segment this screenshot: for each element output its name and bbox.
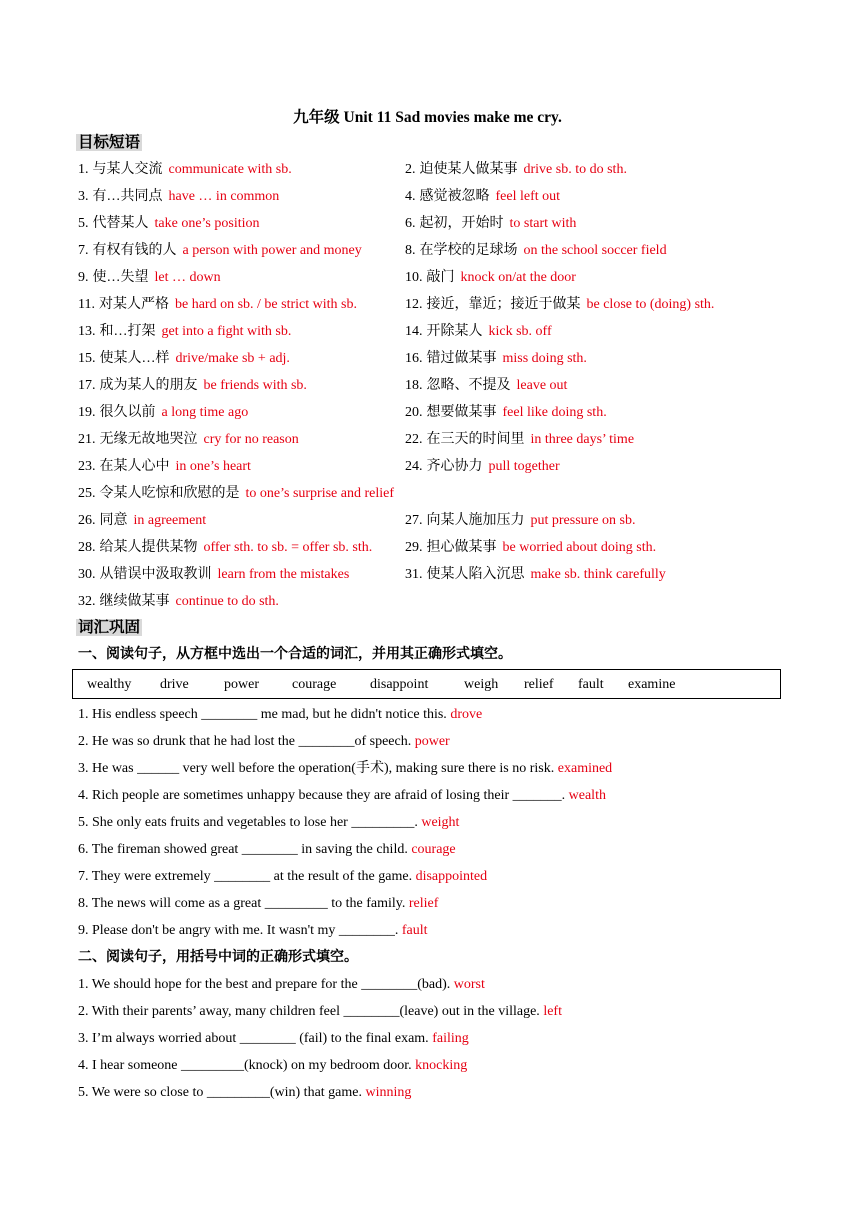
exercise-answer: failing (432, 1031, 469, 1046)
phrase-item (78, 318, 405, 345)
phrase-english: be hard on sb. / be strict with sb. (174, 297, 357, 312)
phrase-row (78, 561, 783, 588)
exercise-answer: left (543, 1004, 562, 1019)
phrase-number: 8. (405, 243, 416, 258)
phrase-english: cry for no reason (203, 432, 299, 447)
phrase-number: 32. (78, 594, 96, 609)
phrase-english: a person with power and money (182, 243, 362, 258)
phrase-chinese: 很久以前 (99, 405, 156, 420)
phrase-item (78, 399, 405, 426)
phrase-number: 4. (405, 189, 416, 204)
phrase-number: 1. (78, 162, 89, 177)
phrase-chinese: 和…打架 (99, 324, 156, 339)
exercise-answer: winning (365, 1085, 412, 1100)
exercise-item (78, 998, 783, 1025)
phrase-number: 29. (405, 540, 423, 555)
phrase-english: be friends with sb. (203, 378, 307, 393)
phrase-item (405, 237, 783, 264)
phrase-row (78, 291, 783, 318)
phrase-item (405, 156, 783, 183)
phrase-number: 5. (78, 216, 89, 231)
exercise-item (78, 917, 783, 944)
phrase-number: 27. (405, 513, 423, 528)
phrase-number: 13. (78, 324, 96, 339)
phrase-item (405, 534, 783, 561)
phrase-item (78, 156, 405, 183)
phrase-item (405, 426, 783, 453)
phrase-english: have … in common (168, 189, 280, 204)
part1-exercise-list (78, 701, 783, 944)
phrase-number: 10. (405, 270, 423, 285)
phrase-number: 2. (405, 162, 416, 177)
word-option: power (224, 677, 259, 692)
phrase-number: 3. (78, 189, 89, 204)
phrase-chinese: 齐心协力 (426, 459, 483, 474)
phrase-chinese: 接近，靠近；接近于做某 (426, 297, 581, 312)
phrase-row (78, 156, 783, 183)
phrase-english: a long time ago (161, 405, 249, 420)
phrase-english: on the school soccer field (523, 243, 667, 258)
phrase-item (78, 534, 405, 561)
phrase-number: 24. (405, 459, 423, 474)
phrase-english: let … down (154, 270, 221, 285)
exercise-item (78, 890, 783, 917)
phrase-english: pull together (488, 459, 560, 474)
phrase-english: feel like doing sth. (502, 405, 607, 420)
exercise-question: 8. The news will come as a great _________ to the family. (78, 896, 406, 911)
exercise-answer: knocking (415, 1058, 468, 1073)
exercise-answer: power (414, 734, 450, 749)
phrase-chinese: 错过做某事 (426, 351, 497, 366)
phrase-number: 28. (78, 540, 96, 555)
page-title: 九年级 Unit 11 Sad movies make me cry. (293, 109, 562, 126)
phrase-number: 15. (78, 351, 96, 366)
phrase-english: kick sb. off (488, 324, 552, 339)
phrase-english: be worried about doing sth. (502, 540, 657, 555)
phrase-chinese: 从错误中汲取教训 (99, 567, 212, 582)
phrase-english: offer sth. to sb. = offer sb. sth. (203, 540, 373, 555)
phrase-item (78, 237, 405, 264)
phrase-item (405, 318, 783, 345)
phrase-chinese: 起初，开始时 (419, 216, 504, 231)
phrase-number: 9. (78, 270, 89, 285)
phrase-item (405, 507, 783, 534)
exercise-answer: relief (408, 896, 439, 911)
phrase-row (78, 507, 783, 534)
phrase-chinese: 给某人提供某物 (99, 540, 198, 555)
exercise-item (78, 863, 783, 890)
phrase-item (78, 291, 405, 318)
phrase-chinese: 感觉被忽略 (419, 189, 490, 204)
phrase-item (405, 264, 783, 291)
word-option: relief (524, 677, 554, 692)
exercise-question: 5. She only eats fruits and vegetables to lose her _________. (78, 815, 418, 830)
word-option: courage (292, 677, 337, 692)
exercise-question: 5. We were so close to _________(win) that game. (78, 1085, 362, 1100)
exercise-answer: courage (411, 842, 456, 857)
phrase-chinese: 在学校的足球场 (419, 243, 518, 258)
exercise-item (78, 782, 783, 809)
phrase-english: knock on/at the door (460, 270, 576, 285)
phrase-english: communicate with sb. (168, 162, 292, 177)
exercise-item (78, 701, 783, 728)
phrase-english: get into a fight with sb. (161, 324, 292, 339)
exercise-item (78, 755, 783, 782)
phrase-english: continue to do sth. (175, 594, 279, 609)
phrase-english: to start with (509, 216, 577, 231)
phrase-number: 20. (405, 405, 423, 420)
exercise-question: 3. He was ______ very well before the operation(手术), making sure there is no risk. (78, 761, 555, 776)
phrase-number: 7. (78, 243, 89, 258)
phrase-item (78, 345, 405, 372)
exercise-answer: fault (401, 923, 428, 938)
phrase-english: make sb. think carefully (530, 567, 666, 582)
phrase-number: 11. (78, 297, 95, 312)
phrase-english: drive/make sb + adj. (175, 351, 290, 366)
phrase-row (78, 345, 783, 372)
phrase-item (405, 210, 783, 237)
phrase-chinese: 成为某人的朋友 (99, 378, 198, 393)
exercise-item (78, 1025, 783, 1052)
word-option: wealthy (87, 677, 132, 692)
word-box (72, 669, 781, 699)
section-heading-target-phrases: 目标短语 (78, 134, 141, 151)
phrase-item (405, 561, 783, 588)
phrase-item (78, 453, 405, 480)
phrase-english: learn from the mistakes (217, 567, 350, 582)
phrase-english: in one’s heart (175, 459, 251, 474)
phrase-row (78, 480, 783, 507)
phrase-chinese: 使某人陷入沉思 (426, 567, 525, 582)
phrase-chinese: 代替某人 (92, 216, 149, 231)
exercise-answer: wealth (568, 788, 606, 803)
phrase-english: to one’s surprise and relief (245, 486, 395, 501)
exercise-answer: drove (450, 707, 483, 722)
phrase-item (405, 183, 783, 210)
phrase-chinese: 想要做某事 (426, 405, 497, 420)
phrase-number: 23. (78, 459, 96, 474)
phrase-chinese: 有…共同点 (92, 189, 163, 204)
exercise-item (78, 728, 783, 755)
phrase-item (405, 372, 783, 399)
phrase-row (78, 426, 783, 453)
phrase-row (78, 453, 783, 480)
phrase-row (78, 264, 783, 291)
worksheet-page (78, 106, 783, 1106)
phrase-english: in three days’ time (530, 432, 635, 447)
phrase-english: leave out (516, 378, 568, 393)
part1-instruction: 一、阅读句子，从方框中选出一个合适的词汇，并用其正确形式填空。 (78, 647, 512, 662)
exercise-question: 1. His endless speech ________ me mad, but he didn't notice this. (78, 707, 447, 722)
phrase-row (78, 399, 783, 426)
word-option: drive (160, 677, 189, 692)
phrase-row (78, 372, 783, 399)
phrase-row (78, 237, 783, 264)
phrase-item (78, 264, 405, 291)
exercise-question: 6. The fireman showed great ________ in saving the child. (78, 842, 408, 857)
phrase-english: in agreement (133, 513, 207, 528)
phrase-chinese: 迫使某人做某事 (419, 162, 518, 177)
phrase-number: 22. (405, 432, 423, 447)
phrase-number: 30. (78, 567, 96, 582)
phrase-english: feel left out (495, 189, 561, 204)
phrase-row (78, 318, 783, 345)
exercise-item (78, 836, 783, 863)
phrase-list (78, 156, 783, 615)
phrase-row (78, 183, 783, 210)
part2-exercise-list (78, 971, 783, 1106)
phrase-number: 12. (405, 297, 423, 312)
exercise-item (78, 809, 783, 836)
exercise-question: 4. I hear someone _________(knock) on my bedroom door. (78, 1058, 412, 1073)
phrase-chinese: 与某人交流 (92, 162, 163, 177)
phrase-chinese: 担心做某事 (426, 540, 497, 555)
word-option: disappoint (370, 677, 429, 692)
phrase-item (78, 480, 783, 507)
exercise-answer: examined (557, 761, 613, 776)
exercise-item (78, 971, 783, 998)
phrase-chinese: 敲门 (426, 270, 455, 285)
phrase-item (78, 210, 405, 237)
phrase-chinese: 同意 (99, 513, 128, 528)
phrase-chinese: 继续做某事 (99, 594, 170, 609)
section-heading-vocabulary: 词汇巩固 (78, 619, 141, 636)
phrase-english: take one’s position (154, 216, 260, 231)
phrase-item (405, 345, 783, 372)
phrase-item (405, 291, 783, 318)
exercise-question: 1. We should hope for the best and prepare for the ________(bad). (78, 977, 451, 992)
phrase-item (78, 372, 405, 399)
exercise-question: 7. They were extremely ________ at the result of the game. (78, 869, 413, 884)
phrase-chinese: 令某人吃惊和欣慰的是 (99, 486, 240, 501)
phrase-chinese: 有权有钱的人 (92, 243, 177, 258)
phrase-chinese: 向某人施加压力 (426, 513, 525, 528)
phrase-english: drive sb. to do sth. (523, 162, 627, 177)
phrase-english: put pressure on sb. (530, 513, 636, 528)
word-option: fault (578, 677, 604, 692)
phrase-number: 14. (405, 324, 423, 339)
phrase-chinese: 无缘无故地哭泣 (99, 432, 198, 447)
phrase-chinese: 忽略、不提及 (426, 378, 511, 393)
exercise-question: 2. He was so drunk that he had lost the ________of speech. (78, 734, 412, 749)
phrase-number: 6. (405, 216, 416, 231)
phrase-row (78, 588, 783, 615)
phrase-number: 26. (78, 513, 96, 528)
exercise-answer: disappointed (415, 869, 488, 884)
exercise-answer: worst (453, 977, 485, 992)
phrase-chinese: 在三天的时间里 (426, 432, 525, 447)
phrase-number: 25. (78, 486, 96, 501)
phrase-number: 18. (405, 378, 423, 393)
phrase-chinese: 对某人严格 (98, 297, 169, 312)
exercise-item (78, 1052, 783, 1079)
phrase-number: 17. (78, 378, 96, 393)
phrase-item (78, 183, 405, 210)
phrase-chinese: 开除某人 (426, 324, 483, 339)
word-option: weigh (464, 677, 499, 692)
phrase-chinese: 使某人…样 (99, 351, 170, 366)
exercise-question: 2. With their parents’ away, many children feel ________(leave) out in the village. (78, 1004, 540, 1019)
exercise-question: 4. Rich people are sometimes unhappy because they are afraid of losing their _______. (78, 788, 566, 803)
phrase-english: be close to (doing) sth. (586, 297, 715, 312)
phrase-item (78, 426, 405, 453)
phrase-item (405, 453, 783, 480)
phrase-number: 21. (78, 432, 96, 447)
phrase-row (78, 210, 783, 237)
phrase-row (78, 534, 783, 561)
phrase-chinese: 在某人心中 (99, 459, 170, 474)
phrase-item (405, 399, 783, 426)
phrase-item (78, 588, 783, 615)
part2-instruction: 二、阅读句子，用括号中词的正确形式填空。 (78, 950, 358, 965)
phrase-chinese: 使…失望 (92, 270, 149, 285)
exercise-question: 3. I’m always worried about ________ (fail) to the final exam. (78, 1031, 429, 1046)
phrase-number: 31. (405, 567, 423, 582)
phrase-item (78, 561, 405, 588)
word-option: examine (628, 677, 676, 692)
exercise-answer: weight (421, 815, 460, 830)
phrase-english: miss doing sth. (502, 351, 587, 366)
phrase-number: 16. (405, 351, 423, 366)
exercise-item (78, 1079, 783, 1106)
phrase-number: 19. (78, 405, 96, 420)
phrase-item (78, 507, 405, 534)
exercise-question: 9. Please don't be angry with me. It wasn't my ________. (78, 923, 399, 938)
